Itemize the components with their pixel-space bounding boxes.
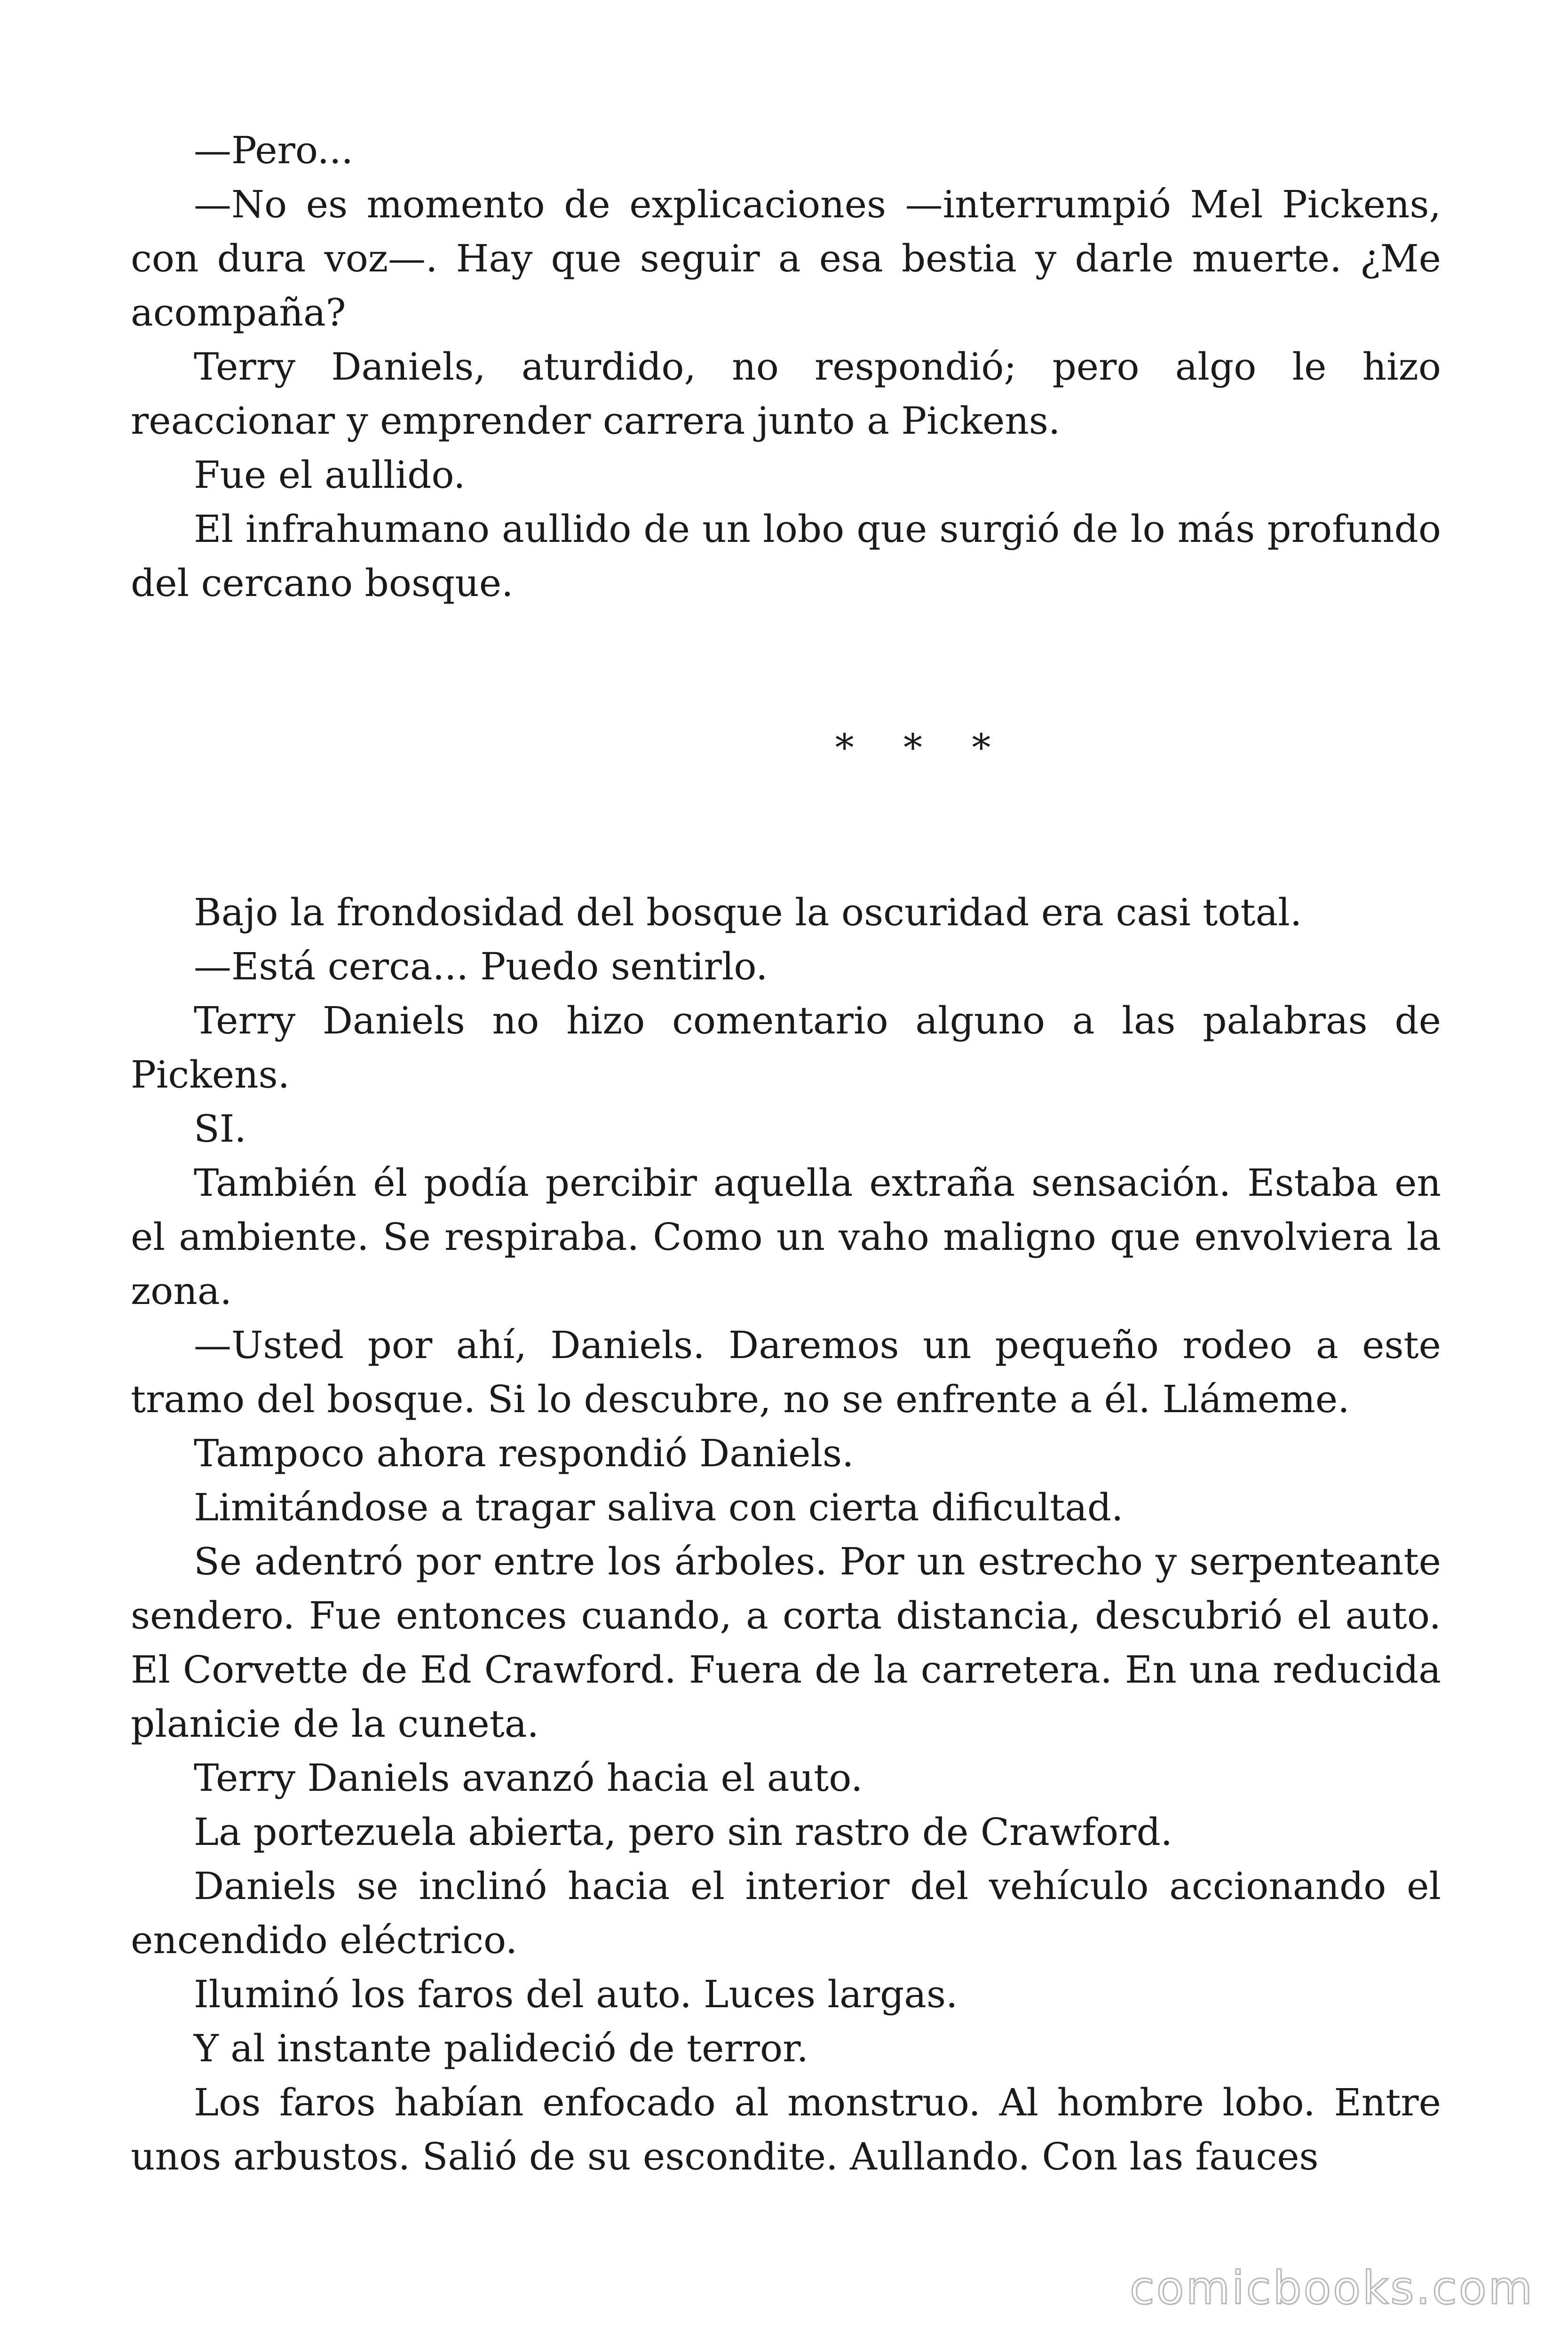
paragraph: Bajo la frondosidad del bosque la oscuridad era casi total.: [194, 890, 1302, 934]
paragraph: Tampoco ahora respondió Daniels.: [194, 1431, 854, 1475]
paragraph: Terry Daniels, aturdido, no respondió; pero algo le hizo reaccionar y emprender carrera junto a Pickens.: [131, 345, 1441, 443]
paragraph: —Está cerca... Puedo sentirlo.: [194, 945, 768, 988]
watermark-logo: comicbooks.com: [1129, 2262, 1534, 2314]
section-separator: * * *: [835, 726, 1010, 770]
paragraph: Terry Daniels avanzó hacia el auto.: [194, 1756, 863, 1800]
paragraph: También él podía percibir aquella extraña sensación. Estaba en el ambiente. Se respiraba. Como un vaho maligno que envolviera la zona.: [131, 1161, 1441, 1313]
section-gap: [131, 775, 1441, 885]
paragraph: —Pero...: [194, 128, 353, 172]
paragraph: SI.: [194, 1107, 246, 1151]
paragraph: La portezuela abierta, pero sin rastro de Crawford.: [194, 1810, 1173, 1854]
paragraph: Terry Daniels no hizo comentario alguno a las palabras de Pickens.: [131, 999, 1441, 1097]
paragraph: Se adentró por entre los árboles. Por un estrecho y serpenteante sendero. Fue entonces cuando, a corta distancia, descubrió el auto. El Corvette de Ed Crawford. Fuera de la carretera. En una reducida planicie de la cuneta.: [131, 1540, 1441, 1746]
paragraph: Los faros habían enfocado al monstruo. Al hombre lobo. Entre unos arbustos. Salió de su escondite. Aullando. Con las fauces: [131, 2081, 1441, 2178]
paragraph: —Usted por ahí, Daniels. Daremos un pequeño rodeo a este tramo del bosque. Si lo descubre, no se enfrente a él. Llámeme.: [131, 1323, 1441, 1421]
paragraph: Iluminó los faros del auto. Luces largas.: [194, 1972, 958, 2016]
paragraph: Fue el aullido.: [194, 453, 466, 497]
section-gap: [131, 610, 1441, 721]
paragraph: Daniels se inclinó hacia el interior del vehículo accionando el encendido eléctrico.: [131, 1864, 1441, 1962]
paragraph: Y al instante palideció de terror.: [194, 2026, 809, 2070]
page-body: [131, 123, 1441, 2184]
paragraph: El infrahumano aullido de un lobo que surgió de lo más profundo del cercano bosque.: [131, 507, 1441, 605]
paragraph: Limitándose a tragar saliva con cierta dificultad.: [194, 1486, 1124, 1529]
paragraph: —No es momento de explicaciones —interrumpió Mel Pickens, con dura voz—. Hay que seguir a esa bestia y darle muerte. ¿Me acompaña?: [131, 183, 1441, 334]
